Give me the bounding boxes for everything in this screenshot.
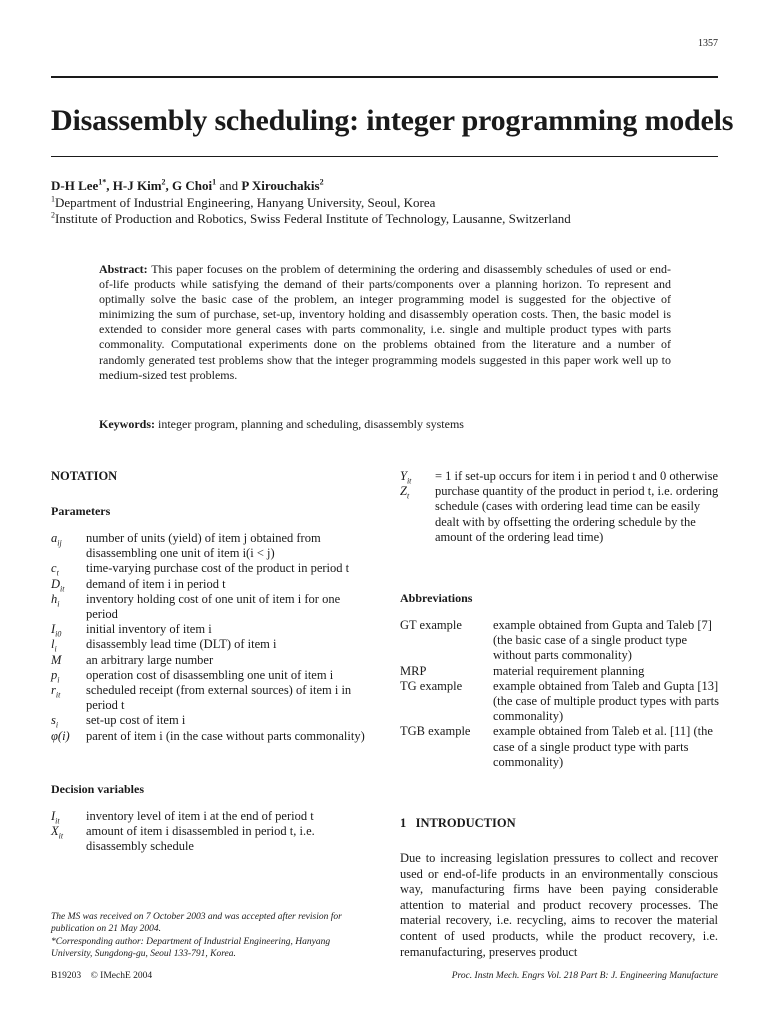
abbreviations-heading: Abbreviations: [400, 591, 473, 605]
list-item: [51, 653, 371, 668]
list-item: [51, 713, 371, 728]
abbreviation: GT example: [400, 618, 462, 632]
decision-variables-continued: [400, 469, 720, 545]
list-item: [51, 809, 371, 824]
symbol: $Y_{it}$: [400, 469, 412, 486]
list-item: [51, 622, 371, 637]
description: example obtained from Taleb and Gupta [13] (the case of multiple product types with parts commonality): [493, 678, 719, 724]
description: purchase quantity of the product in period t, i.e. ordering schedule (cases with ordering lead time can be easily dealt with by offsetting the ordering schedule by the amount of the ordering lead time): [435, 484, 719, 544]
description: initial inventory of item i: [86, 622, 212, 637]
list-item: [400, 469, 720, 484]
symbol: $l_i$: [51, 637, 57, 654]
symbol: $r_{it}$: [51, 683, 61, 700]
symbol: $s_i$: [51, 713, 59, 730]
abbreviation: MRP: [400, 663, 427, 678]
corresponding-note: *Corresponding author: Department of Industrial Engineering, Hanyang University, Sungdong-gu, Seoul 133-791, Korea.: [51, 936, 331, 959]
description: disassembly lead time (DLT) of item i: [86, 637, 277, 652]
symbol: $a_{ij}$: [51, 531, 62, 548]
list-item: [400, 618, 720, 664]
description: example obtained from Taleb et al. [11] (the case of a single product type with parts commonality): [493, 724, 713, 769]
journal-info: Proc. Instn Mech. Engrs Vol. 218 Part B: J. Engineering Manufacture: [451, 971, 718, 981]
list-item: [400, 664, 720, 679]
copyright: © IMechE 2004: [90, 971, 153, 981]
symbol: $I_{it}$: [51, 809, 60, 826]
description: example obtained from Gupta and Taleb [7] (the basic case of a single product type without parts commonality): [493, 618, 712, 663]
abstract-text: This paper focuses on the problem of determining the ordering and disassembly schedules of used or end-of-life products while satisfying the demand of their parts/components over a planning horizon. To represent and optimally solve the basic case of the problem, an integer programming model is suggested for the objective of minimizing the sum of purchase, set-up, inventory holding and disassembly operation costs. Then, the basic model is extended to consider more general cases with parts commonality, i.e. single and multiple product types with parts commonality. Computational experiments done on the problems obtained from the literature and a number of randomly generated test problems show that the integer programming models suggested in this paper work well up to medium-sized test problems.: [99, 262, 671, 382]
list-item: [51, 531, 371, 561]
symbol: $p_i$: [51, 667, 60, 685]
description: inventory holding cost of one unit of item i for one period: [86, 591, 341, 622]
title-rule: [51, 156, 718, 157]
description: = 1 if set-up occurs for item i in period t and 0 otherwise: [435, 469, 719, 483]
list-item: [51, 592, 371, 622]
description: an arbitrary large number: [86, 652, 214, 667]
symbol: $I_{i0}$: [51, 622, 62, 639]
description: number of units (yield) of item j obtained from disassembling one unit of item i(i < j): [86, 531, 321, 561]
introduction-text: Due to increasing legislation pressures to collect and recover used or end-of-life products in an environmentally conscious way, manufacturing firms have been paying considerable attention to material and product recovery processes. The material recovery, i.e. recycling, aims to recover the material content of used products, while the product recovery, i.e. remanufacturing, preserves product: [400, 851, 718, 959]
list-item: [400, 679, 720, 725]
symbol: M: [51, 652, 62, 667]
abstract: [99, 262, 671, 383]
footnote: [51, 911, 373, 960]
symbol: $c_t$: [51, 561, 59, 578]
list-item: [51, 683, 371, 713]
list-item: [400, 724, 720, 770]
description: scheduled receipt (from external sources) of item i in period t: [86, 683, 352, 713]
list-item: [400, 484, 720, 545]
top-rule: [51, 76, 718, 78]
symbol: $h_i$: [51, 591, 60, 609]
keywords-label: Keywords:: [99, 417, 155, 431]
abstract-label: Abstract:: [99, 262, 148, 276]
abbreviation: TGB example: [400, 724, 471, 739]
keywords-text: integer program, planning and scheduling, disassembly systems: [158, 417, 464, 431]
list-item: [51, 729, 371, 744]
introduction-heading: 1 INTRODUCTION: [400, 816, 516, 830]
symbol: $D_{it}$: [51, 576, 65, 594]
list-item: [51, 561, 371, 576]
list-item: [51, 824, 371, 854]
received-note: The MS was received on 7 October 2003 and was accepted after revision for publication on 21 May 2004.: [51, 912, 342, 935]
author-name: P Xirouchakis: [241, 178, 320, 193]
description: amount of item i disassembled in period t, i.e. disassembly schedule: [86, 824, 315, 854]
article-code: B19203: [51, 971, 82, 981]
paper-title: Disassembly scheduling: integer programming models: [51, 104, 734, 137]
description: inventory level of item i at the end of period t: [86, 809, 314, 823]
author-name: G Choi: [172, 178, 213, 193]
author-name: D-H Lee: [51, 178, 99, 193]
decision-variables-heading: Decision variables: [51, 782, 144, 796]
notation-heading: NOTATION: [51, 469, 118, 483]
description: parent of item i (in the case without parts commonality): [86, 728, 365, 743]
footer-left: [51, 971, 152, 981]
decision-variables-list: [51, 809, 371, 855]
abbreviation: TG example: [400, 678, 463, 693]
description: operation cost of disassembling one unit of item i: [86, 667, 334, 682]
description: material requirement planning: [493, 663, 645, 678]
parameters-list: [51, 531, 371, 744]
symbol: $X_{it}$: [51, 824, 64, 841]
list-item: [51, 637, 371, 652]
affiliation-2: $^2$Institute of Production and Robotics, Swiss Federal Institute of Technology, Lausanne, Switzerland: [51, 210, 571, 226]
description: set-up cost of item i: [86, 713, 186, 728]
author-list: D-H Lee$^{1*}$, H-J Kim$^2$, G Choi$^1$ and P Xirouchakis$^2$: [51, 177, 324, 193]
page-number: 1357: [698, 38, 718, 49]
author-name: H-J Kim: [112, 178, 162, 193]
description: time-varying purchase cost of the product in period t: [86, 561, 350, 576]
abbreviations-list: [400, 618, 720, 770]
affiliation-1: $^1$Department of Industrial Engineering, Hanyang University, Seoul, Korea: [51, 194, 436, 210]
parameters-heading: Parameters: [51, 504, 111, 518]
symbol: $Z_t$: [400, 484, 410, 501]
list-item: [51, 668, 371, 683]
description: demand of item i in period t: [86, 576, 226, 591]
symbol: φ(i): [51, 728, 70, 743]
list-item: [51, 577, 371, 592]
keywords: [99, 417, 464, 432]
